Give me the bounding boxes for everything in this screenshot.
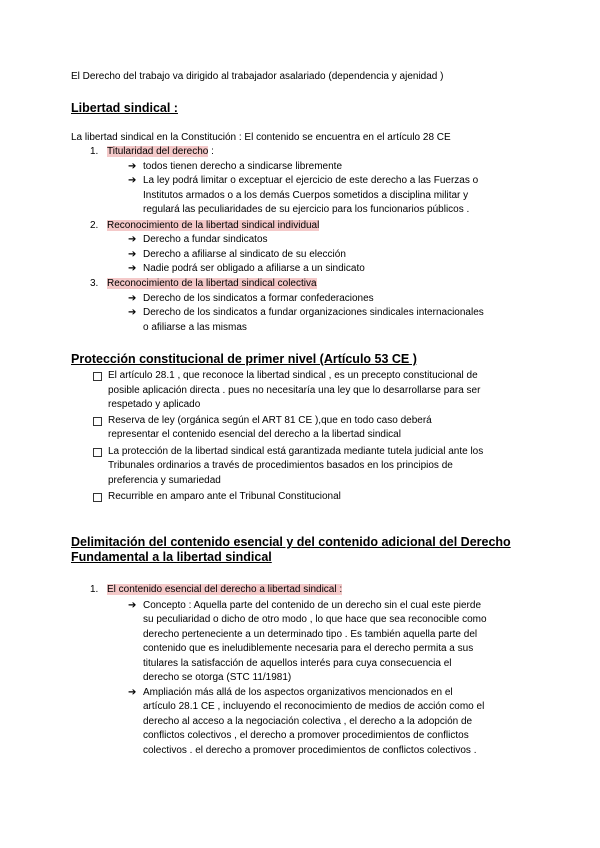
item-number: 3. bbox=[90, 278, 99, 289]
bullet-text-cont: colectivos . el derecho a promover procedimientos de conflictos colectivos . bbox=[143, 745, 477, 756]
bullet-text-cont: derecho se otorga (STC 11/1981) bbox=[143, 672, 292, 683]
bullet-text-cont: derecho perteneciente a un determinado tipo . Es también aquella parte del bbox=[143, 629, 478, 640]
bullet-text-cont: conflictos colectivos , el derecho a promover procedimientos de conflictos bbox=[143, 730, 469, 741]
checkbox-icon[interactable] bbox=[93, 417, 102, 426]
section-title-delimitacion: Delimitación del contenido esencial y del contenido adicional del Derecho bbox=[71, 535, 511, 549]
check-text: La protección de la libertad sindical está garantizada mediante tutela judicial ante los bbox=[108, 446, 484, 457]
bullet-text-cont: artículo 28.1 CE , incluyendo el reconocimiento de medios de acción como el bbox=[143, 701, 485, 712]
checkbox-icon[interactable] bbox=[93, 493, 102, 502]
bullet-text-cont: o afiliarse a las mismas bbox=[143, 322, 247, 333]
arrow-icon: ➔ bbox=[128, 600, 137, 611]
check-text: El artículo 28.1 , que reconoce la libertad sindical , es un precepto constitucional de bbox=[108, 370, 478, 381]
arrow-icon: ➔ bbox=[128, 175, 137, 186]
check-text-cont: preferencia y sumariedad bbox=[108, 475, 221, 486]
highlight-colectiva: Reconocimiento de la libertad sindical colectiva bbox=[107, 278, 317, 289]
highlight-titularidad: Titularidad del derecho bbox=[107, 146, 209, 157]
item-number: 1. bbox=[90, 146, 99, 157]
checkbox-icon[interactable] bbox=[93, 372, 102, 381]
bullet-text: La ley podrá limitar o exceptuar el ejercicio de este derecho a las Fuerzas o bbox=[143, 175, 479, 186]
bullet-text: Concepto : Aquella parte del contenido de un derecho sin el cual este pierde bbox=[143, 600, 482, 611]
bullet-text-cont: derecho al acceso a la negociación colectiva , el derecho a la adopción de bbox=[143, 716, 473, 727]
bullet-text: Ampliación más allá de los aspectos organizativos mencionados en el bbox=[143, 687, 453, 698]
bullet-text-cont: regulará las peculiaridades de su ejercicio para los funcionarios públicos . bbox=[143, 204, 470, 215]
section1-lead: La libertad sindical en la Constitución : El contenido se encuentra en el artículo 28 CE bbox=[71, 132, 451, 143]
item-suffix: : bbox=[208, 146, 214, 157]
bullet-text-cont: su peculiaridad o dicho de otro modo , lo que hace que sea reconocible como bbox=[143, 614, 487, 625]
arrow-icon: ➔ bbox=[128, 687, 137, 698]
check-text-cont: representar el contenido esencial del derecho a la libertad sindical bbox=[108, 429, 401, 440]
item-number: 1. bbox=[90, 584, 99, 595]
arrow-icon: ➔ bbox=[128, 161, 137, 172]
check-text-cont: posible aplicación directa . pues no necesitaría una ley que lo desarrollarse para ser bbox=[108, 385, 481, 396]
bullet-text-cont: Institutos armados o a los demás Cuerpos sometidos a disciplina militar y bbox=[143, 190, 469, 201]
item-number: 2. bbox=[90, 220, 99, 231]
bullet-text: Derecho a afiliarse al sindicato de su elección bbox=[143, 249, 346, 260]
arrow-icon: ➔ bbox=[128, 263, 137, 274]
bullet-text-cont: contenido que es ineludiblemente necesaria para el derecho permita a sus bbox=[143, 643, 474, 654]
check-text: Reserva de ley (orgánica según el ART 81 CE ),que en todo caso deberá bbox=[108, 415, 432, 426]
intro-text: El Derecho del trabajo va dirigido al trabajador asalariado (dependencia y ajenidad ) bbox=[71, 71, 444, 82]
bullet-text: Derecho de los sindicatos a formar confederaciones bbox=[143, 293, 374, 304]
item-heading bbox=[107, 277, 317, 292]
item-heading bbox=[107, 145, 214, 160]
highlight-contenido-esencial: El contenido esencial del derecho a libertad sindical : bbox=[107, 584, 343, 595]
check-text-cont: respetado y aplicado bbox=[108, 399, 201, 410]
item-heading bbox=[107, 219, 319, 234]
highlight-individual: Reconocimiento de la libertad sindical individual bbox=[107, 220, 320, 231]
item-heading bbox=[107, 583, 342, 598]
arrow-icon: ➔ bbox=[128, 293, 137, 304]
arrow-icon: ➔ bbox=[128, 307, 137, 318]
bullet-text: Nadie podrá ser obligado a afiliarse a un sindicato bbox=[143, 263, 365, 274]
checkbox-icon[interactable] bbox=[93, 448, 102, 457]
arrow-icon: ➔ bbox=[128, 249, 137, 260]
bullet-text: Derecho a fundar sindicatos bbox=[143, 234, 268, 245]
bullet-text-cont: titulares la satisfacción de aquellos interés para cuya consecuencia el bbox=[143, 658, 452, 669]
section-title-delimitacion-cont: Fundamental a la libertad sindical bbox=[71, 550, 272, 564]
check-text: Recurrible en amparo ante el Tribunal Constitucional bbox=[108, 491, 341, 502]
bullet-text: Derecho de los sindicatos a fundar organizaciones sindicales internacionales bbox=[143, 307, 484, 318]
section-title-proteccion: Protección constitucional de primer nivel (Artículo 53 CE ) bbox=[71, 352, 417, 366]
section-title-libertad-sindical: Libertad sindical : bbox=[71, 101, 178, 115]
bullet-text: todos tienen derecho a sindicarse libremente bbox=[143, 161, 343, 172]
arrow-icon: ➔ bbox=[128, 234, 137, 245]
check-text-cont: Tribunales ordinarios a través de procedimientos basados en los principios de bbox=[108, 460, 453, 471]
